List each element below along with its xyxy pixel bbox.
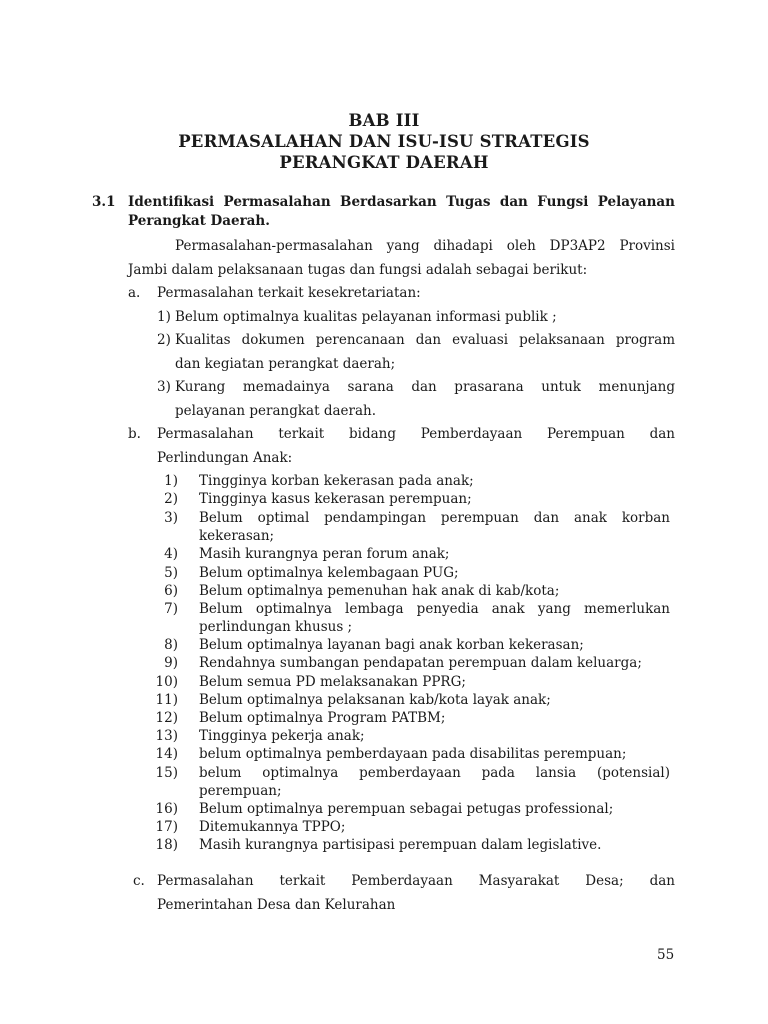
part-b-item-number: 13)	[155, 728, 178, 744]
part-b-item-text: Masih kurangnya partisipasi perempuan dalam legislative.	[199, 837, 602, 853]
part-b-item-text: Rendahnya sumbangan pendapatan perempuan dalam keluarga;	[199, 655, 642, 671]
chapter-label: BAB III	[348, 111, 420, 130]
part-b-item-text: Tingginya kasus kekerasan perempuan;	[199, 491, 472, 507]
part-a-item-text: Kurang memadainya sarana dan prasarana untuk menunjang	[175, 379, 675, 395]
chapter-title-line2: PERANGKAT DAERAH	[279, 153, 489, 172]
part-a-item-text: Kualitas dokumen perencanaan dan evaluasi pelaksanaan program	[175, 332, 675, 348]
part-b-item-number: 12)	[155, 710, 178, 726]
part-a-marker: a.	[128, 285, 141, 301]
part-b-title-line2: Perlindungan Anak:	[157, 450, 293, 466]
part-b-item-text: Belum optimalnya kelembagaan PUG;	[199, 565, 459, 581]
part-b-item-number: 17)	[155, 819, 178, 835]
page-number: 55	[657, 947, 675, 963]
part-b-item-number: 6)	[164, 583, 178, 599]
part-b-item-number: 1)	[164, 473, 178, 489]
part-b-item-number: 15)	[155, 765, 178, 781]
part-b-item-text: belum optimalnya pemberdayaan pada disabilitas perempuan;	[199, 746, 627, 762]
part-c-title-line1: Permasalahan terkait Pemberdayaan Masyarakat Desa; dan	[157, 873, 675, 889]
part-b-item-text: Belum optimal pendampingan perempuan dan anak korban	[199, 510, 670, 526]
section-title-line1: Identifikasi Permasalahan Berdasarkan Tugas dan Fungsi Pelayanan	[128, 194, 675, 210]
part-b-title-line1: Permasalahan terkait bidang Pemberdayaan Perempuan dan	[157, 426, 675, 442]
part-b-item-text: Tingginya korban kekerasan pada anak;	[199, 473, 474, 489]
part-b-item-text: Belum optimalnya perempuan sebagai petugas professional;	[199, 801, 614, 817]
part-b-item-number: 8)	[164, 637, 178, 653]
part-b-item-number: 7)	[164, 601, 178, 617]
part-b-item-text-cont: perempuan;	[199, 783, 282, 799]
part-b-item-number: 18)	[155, 837, 178, 853]
part-a-item-number: 1)	[157, 309, 171, 325]
chapter-title-line1: PERMASALAHAN DAN ISU-ISU STRATEGIS	[178, 132, 590, 151]
part-b-item-text-cont: kekerasan;	[199, 528, 275, 544]
part-b-marker: b.	[128, 426, 141, 442]
part-c-title-line2: Pemerintahan Desa dan Kelurahan	[157, 897, 396, 913]
part-b-item-number: 9)	[164, 655, 178, 671]
section-title-line2: Perangkat Daerah.	[128, 213, 270, 229]
part-b-item-number: 4)	[164, 546, 178, 562]
part-a-title: Permasalahan terkait kesekretariatan:	[157, 285, 421, 301]
part-a-item-text: Belum optimalnya kualitas pelayanan informasi publik ;	[175, 309, 557, 325]
part-b-item-text: Belum optimalnya Program PATBM;	[199, 710, 446, 726]
part-b-item-number: 10)	[155, 674, 178, 690]
part-b-item-text: Belum optimalnya lembaga penyedia anak yang memerlukan	[199, 601, 670, 617]
part-b-item-number: 2)	[164, 491, 178, 507]
part-b-item-text: Belum optimalnya pemenuhan hak anak di kab/kota;	[199, 583, 560, 599]
part-a-item-text-cont: dan kegiatan perangkat daerah;	[175, 356, 396, 372]
part-b-item-text: Tingginya pekerja anak;	[199, 728, 365, 744]
part-b-item-text: Belum optimalnya layanan bagi anak korban kekerasan;	[199, 637, 584, 653]
part-b-item-number: 14)	[155, 746, 178, 762]
part-b-item-text: Ditemukannya TPPO;	[199, 819, 346, 835]
intro-line1: Permasalahan-permasalahan yang dihadapi oleh DP3AP2 Provinsi	[175, 238, 675, 254]
part-a-item-text-cont: pelayanan perangkat daerah.	[175, 403, 376, 419]
part-a-item-number: 3)	[157, 379, 171, 395]
part-b-item-text-cont: perlindungan khusus ;	[199, 619, 353, 635]
part-b-item-number: 16)	[155, 801, 178, 817]
section-number: 3.1	[92, 194, 116, 210]
part-c-marker: c.	[133, 873, 145, 889]
part-b-item-text: belum optimalnya pemberdayaan pada lansia (potensial)	[199, 765, 670, 781]
part-b-item-text: Masih kurangnya peran forum anak;	[199, 546, 450, 562]
part-b-item-text: Belum semua PD melaksanakan PPRG;	[199, 674, 466, 690]
part-b-item-number: 3)	[164, 510, 178, 526]
part-b-item-number: 11)	[155, 692, 178, 708]
part-b-item-text: Belum optimalnya pelaksanan kab/kota layak anak;	[199, 692, 551, 708]
intro-line2: Jambi dalam pelaksanaan tugas dan fungsi adalah sebagai berikut:	[128, 262, 588, 278]
part-a-item-number: 2)	[157, 332, 171, 348]
part-b-item-number: 5)	[164, 565, 178, 581]
